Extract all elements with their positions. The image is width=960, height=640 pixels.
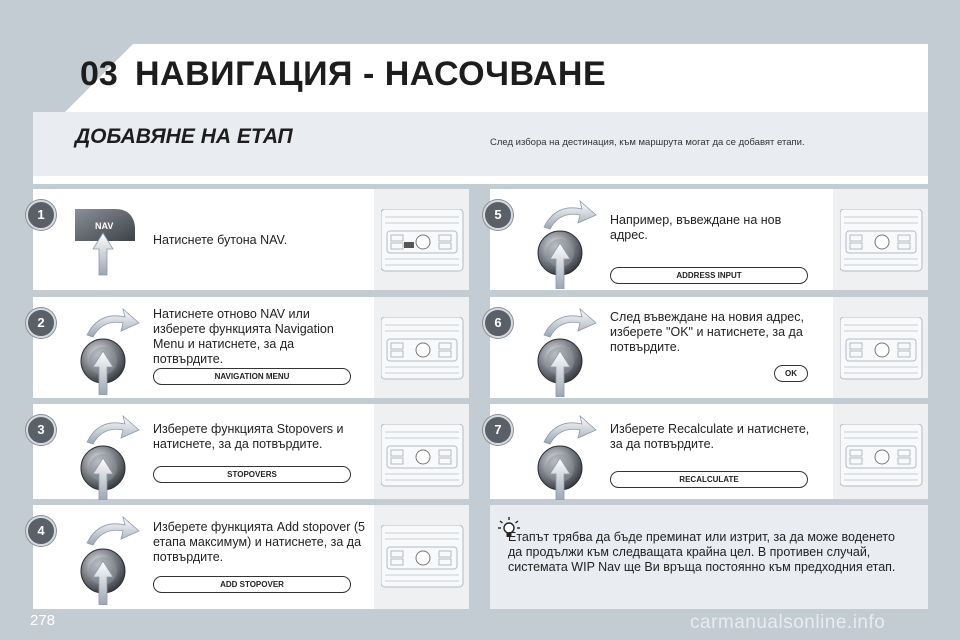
nav-button-icon [73,197,143,282]
chapter-title: НАВИГАЦИЯ - НАСОЧВАНЕ [135,55,607,93]
step-number-badge: 4 [26,516,56,546]
step-panel-4 [33,505,469,609]
rotary-knob-icon [530,412,600,505]
page-number: 278 [30,612,56,629]
step-text: Изберете функцията Stopovers и натиснете, за да потвърдите. [153,422,344,451]
radio-illustration [374,297,469,398]
radio-illustration [833,297,928,398]
radio-illustration [833,189,928,290]
step-number-badge: 1 [26,200,56,230]
menu-pill: ADDRESS INPUT [610,267,808,284]
step-panel-1 [33,189,469,290]
step-panel-5 [490,189,928,290]
menu-pill: NAVIGATION MENU [153,368,351,385]
info-text: Етапът трябва да бъде преминат или изтрит, за да може воденето да продължи към следващата крайна цел. В противен случай, системата WIP Nav ще Ви връща постоянно към предходния етап. [508,530,896,574]
menu-pill: ADD STOPOVER [153,576,351,593]
step-number-badge: 7 [483,415,513,445]
chapter-number: 03 [80,55,118,93]
rotary-knob-icon [530,197,600,294]
step-panel-6 [490,297,928,398]
rotary-knob-icon [73,513,143,610]
rotary-knob-icon [73,305,143,400]
radio-illustration [374,189,469,290]
menu-pill: STOPOVERS [153,466,351,483]
step-text: Например, въвеждане на нов адрес. [610,213,782,242]
step-text: Натиснете отново NAV или изберете функцията Navigation Menu и натиснете, за да потвърдите. [153,307,334,366]
ok-pill: OK [774,365,808,382]
step-panel-2 [33,297,469,398]
watermark: carmanualsonline.info [690,612,886,633]
rotary-knob-icon [73,412,143,505]
rotary-knob-icon [530,305,600,402]
intro-text: След избора на дестинация, към маршрута могат да се добавят етапи. [490,137,805,148]
radio-illustration [374,505,469,609]
step-panel-7 [490,404,928,499]
nav-button-label: NAV [95,221,114,231]
step-text: Изберете Recalculate и натиснете, за да потвърдите. [610,422,810,451]
step-text: Натиснете бутона NAV. [153,233,288,247]
step-panel-3 [33,404,469,499]
menu-pill: RECALCULATE [610,471,808,488]
radio-illustration [374,404,469,499]
step-number-badge: 5 [483,200,513,230]
step-number-badge: 2 [26,308,56,338]
step-text: Изберете функцията Add stopover (5 етапа максимум) и натиснете, за да потвърдите. [153,520,365,564]
step-number-badge: 6 [483,308,513,338]
step-text: След въвеждане на новия адрес, изберете "OK" и натиснете, за да потвърдите. [610,310,804,354]
radio-illustration [833,404,928,499]
section-title: ДОБАВЯНЕ НА ЕТАП [75,125,293,148]
step-number-badge: 3 [26,415,56,445]
